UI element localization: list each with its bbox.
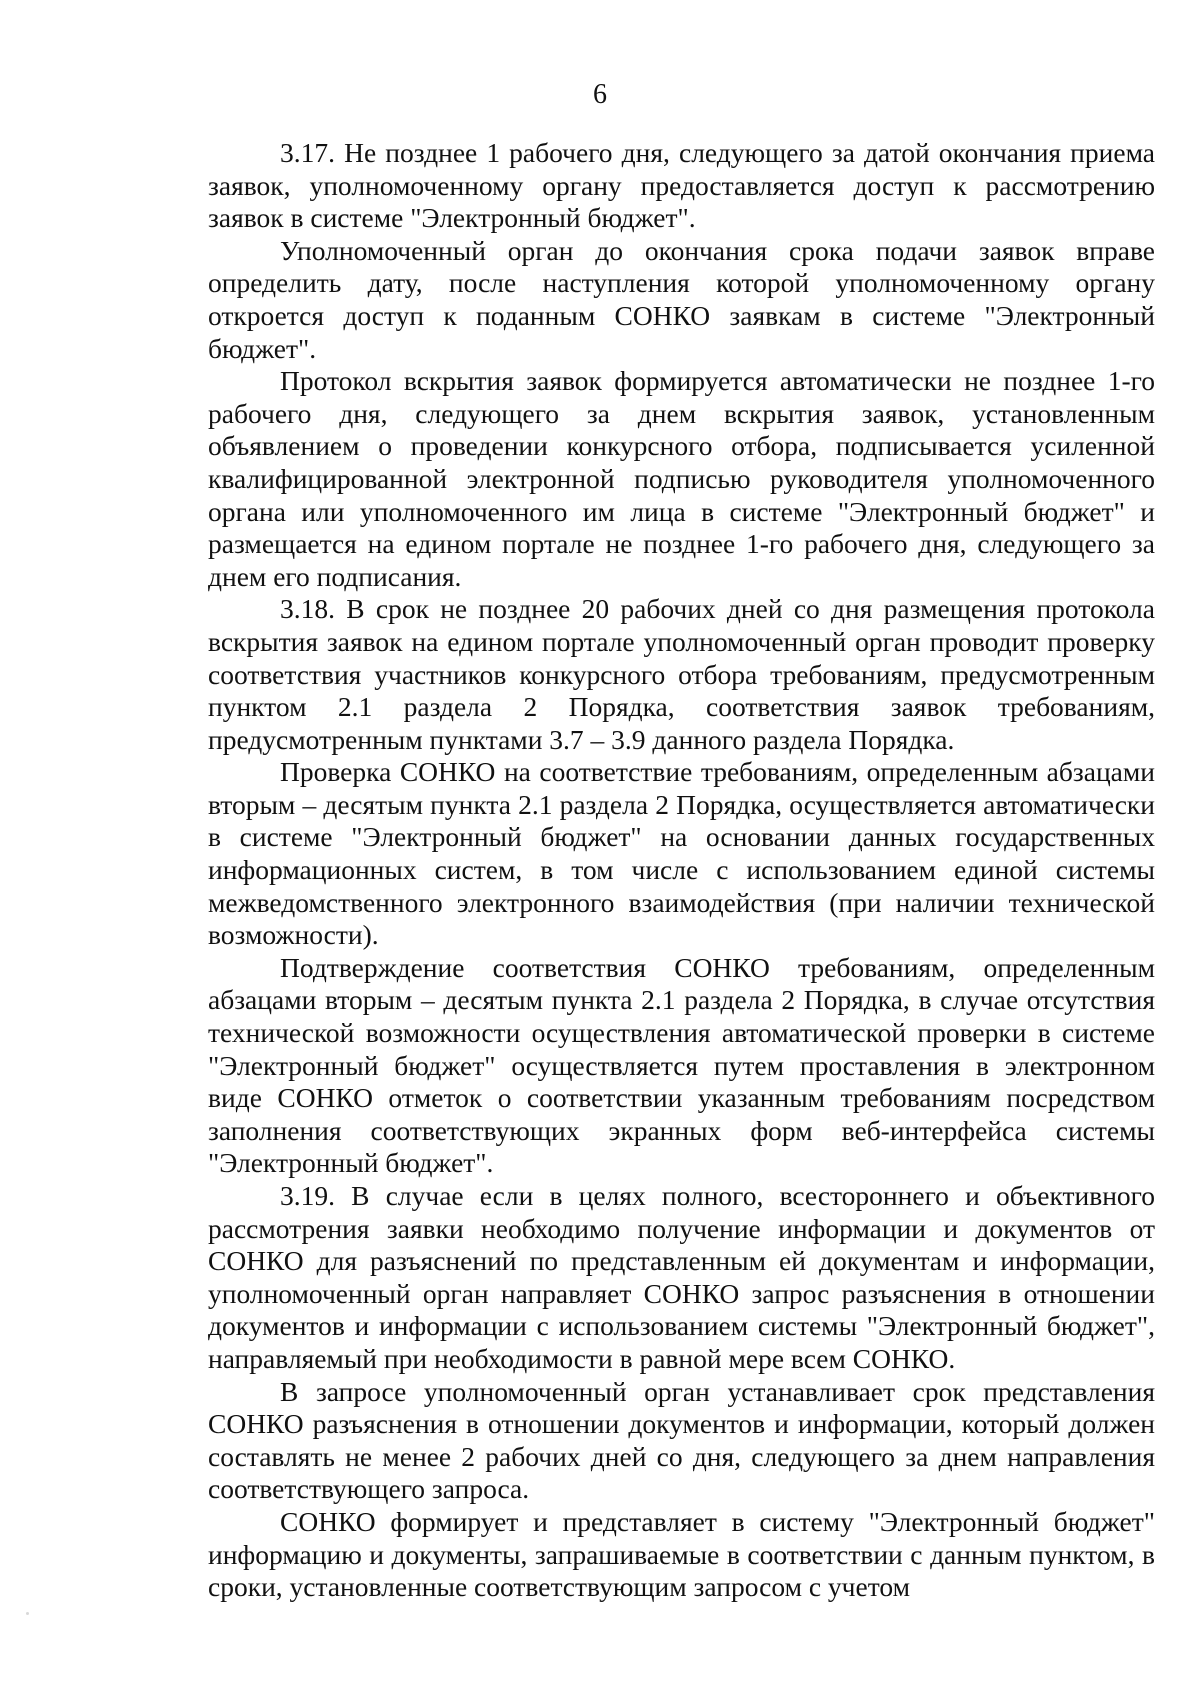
paragraph-sonko-response: СОНКО формирует и представляет в систему "Электронный бюджет" информацию и документы, запрашиваемые в соответствии с данным пунктом, в сроки, установленные соответствующим запросом с учетом [208, 1505, 1155, 1603]
document-body [208, 137, 1155, 1604]
paragraph-automatic-check: Проверка СОНКО на соответствие требованиям, определенным абзацами вторым – десятым пункта 2.1 раздела 2 Порядка, осуществляется автоматически в системе "Электронный бюджет" на основании данных государственных информационных систем, в том числе с использованием единой системы межведомственного электронного взаимодействия (при наличии технической возможности). [208, 756, 1155, 951]
paragraph-manual-confirmation: Подтверждение соответствия СОНКО требованиям, определенным абзацами вторым – десятым пункта 2.1 раздела 2 Порядка, в случае отсутствия технической возможности осуществления автоматической проверки в системе "Электронный бюджет" осуществляется путем проставления в электронном виде СОНКО отметок о соответствии указанным требованиям посредством заполнения соответствующих экранных форм веб-интерфейса системы "Электронный бюджет". [208, 951, 1155, 1179]
paragraph-3-18: 3.18. В срок не позднее 20 рабочих дней со дня размещения протокола вскрытия заявок на едином портале уполномоченный орган проводит проверку соответствия участников конкурсного отбора требованиям, предусмотренным пунктом 2.1 раздела 2 Порядка, соответствия заявок требованиям, предусмотренным пунктами 3.7 – 3.9 данного раздела Порядка. [208, 593, 1155, 755]
paragraph-3-17: 3.17. Не позднее 1 рабочего дня, следующего за датой окончания приема заявок, уполномоченному органу предоставляется доступ к рассмотрению заявок в системе "Электронный бюджет". [208, 137, 1155, 234]
paragraph-request-deadline: В запросе уполномоченный орган устанавливает срок представления СОНКО разъяснения в отношении документов и информации, который должен составлять не менее 2 рабочих дней со дня, следующего за днем направления соответствующего запроса. [208, 1375, 1155, 1505]
paragraph-opening-protocol: Протокол вскрытия заявок формируется автоматически не позднее 1-го рабочего дня, следующего за днем вскрытия заявок, установленным объявлением о проведении конкурсного отбора, подписывается усиленной квалифицированной электронной подписью руководителя уполномоченного органа или уполномоченного им лица в системе "Электронный бюджет" и размещается на едином портале не позднее 1-го рабочего дня, следующего за днем его подписания. [208, 365, 1155, 592]
page-number: 6 [593, 79, 607, 110]
scan-speck [26, 1612, 29, 1615]
paragraph-3-19: 3.19. В случае если в целях полного, всестороннего и объективного рассмотрения заявки необходимо получение информации и документов от СОНКО для разъяснений по представленным ей документам и информации, уполномоченный орган направляет СОНКО запрос разъяснения в отношении документов и информации с использованием системы "Электронный бюджет", направляемый при необходимости в равной мере всем СОНКО. [208, 1180, 1155, 1374]
paragraph-access-date: Уполномоченный орган до окончания срока подачи заявок вправе определить дату, после наступления которой уполномоченному органу откроется доступ к поданным СОНКО заявкам в системе "Электронный бюджет". [208, 234, 1155, 364]
